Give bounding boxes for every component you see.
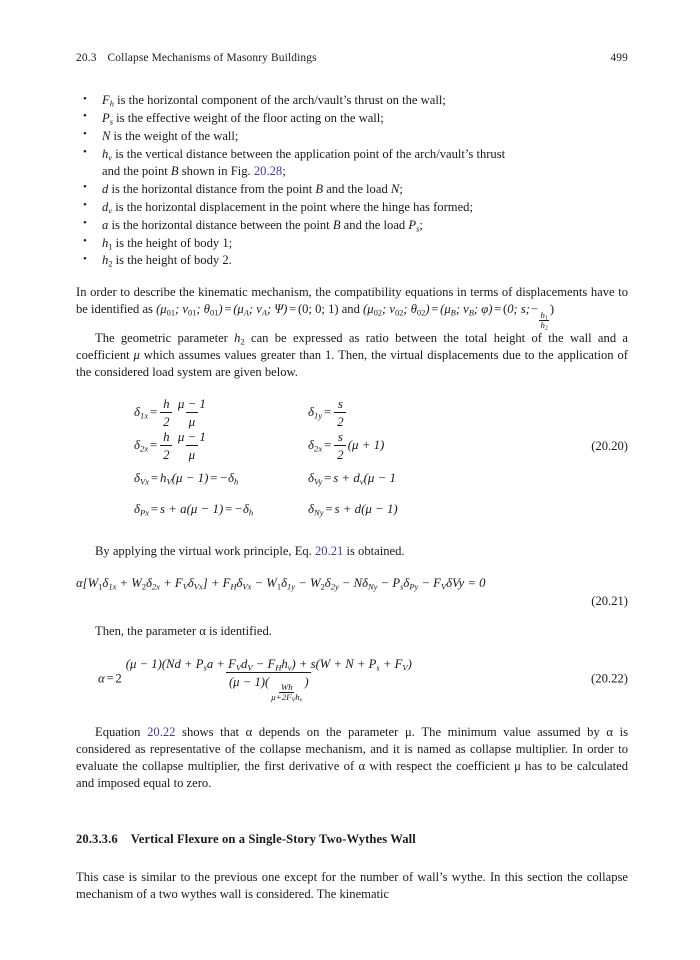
equation-20-20-row3-left (76, 471, 308, 486)
list-item-text-mid: and the load (340, 217, 409, 232)
eq-22-coefficient: 2 (115, 671, 122, 686)
nomenclature-list (76, 92, 628, 269)
paragraph-kinematic-text1: In order to describe the kinematic mechanism, the compatibility equations in terms of displacements have to be identified as (76, 285, 628, 317)
virtual-work-text-post: is obtained. (343, 543, 405, 558)
symbol-h2: $h_2$ (234, 330, 245, 346)
paragraph-kinematic (76, 284, 628, 332)
eq-22-numerator: $(\mu - 1)(Nd + P_sa + F_Vd_V - F_Hh_v) + s(W + N + P_s + F_V)$ (125, 656, 412, 673)
compatibility-equation-b: ($\mu_{02}$; $v_{02}$; $\theta_{02}) = (\mu_B$; $v_B$; φ) = (0; s;− $\frac{h_1}{h_2}$ ) (363, 302, 555, 332)
delta-2x-expression-right: $\delta_{2x}$ = $\frac{s}{2}$ (μ + 1) (308, 429, 385, 462)
section-heading-title: Vertical Flexure on a Single-Story Two-Wythes Wall (130, 832, 416, 847)
eq-22-lhs: α (98, 671, 105, 686)
equation-row-1 (76, 397, 628, 430)
paragraph-geometric-text2: can be expressed as ratio between the total height of the wall and a coefficient (76, 330, 628, 362)
final-text: This case is similar to the previous one except for the number of wall’s wythe. In this section the collapse mechanism of a two wythes wall is considered. The kinematic (76, 870, 628, 902)
paragraph-geometric-text3: which assumes values greater than 1. Then, the virtual displacements due to the application of the considered load system are given below. (76, 347, 628, 379)
paragraph-conclusion (76, 724, 628, 792)
eq-22-fraction (123, 657, 415, 702)
symbol-B: B (332, 217, 341, 232)
equation-20-20-row4-right (308, 502, 546, 517)
equation-row-4 (76, 494, 628, 525)
symbol-hv: $h_v$ (102, 146, 113, 163)
list-item (76, 199, 628, 216)
symbol-B: B (170, 163, 179, 178)
paragraph-final (76, 869, 628, 903)
list-item (76, 252, 628, 269)
equation-reference-link-20-22[interactable]: 20.22 (147, 724, 176, 739)
paragraph-geometric-text1: The geometric parameter (95, 330, 235, 345)
list-item (76, 217, 628, 234)
symbol-d: d (102, 181, 109, 196)
header-section-title: Collapse Mechanisms of Masonry Buildings (107, 52, 317, 64)
list-item-text-post: ; (399, 181, 403, 196)
symbol-P-base: P (408, 217, 417, 232)
equation-row-3 (76, 463, 628, 494)
symbol-dv: $d_v$ (102, 199, 113, 215)
list-item-text: is the height of body 2. (112, 253, 232, 268)
delta-1y-expression: $\delta_{1y}$ = $\frac{s}{2}$ (308, 405, 348, 419)
equation-20-20-row1-left (76, 397, 308, 430)
equation-20-20-row4-left (76, 502, 308, 517)
list-item-continuation (102, 163, 628, 180)
running-header (76, 52, 628, 64)
delta-Vx-expression: $\delta_{Vx} = h_V(\mu - 1) = -\delta_h$ (134, 470, 239, 487)
symbol-mu: μ (133, 347, 140, 362)
list-item (76, 110, 628, 127)
section-heading-number: 20.3.3.6 (76, 832, 118, 847)
equation-20-21 (76, 576, 628, 609)
equation-20-20-row3-right (308, 471, 546, 486)
list-item-text-pre: is the horizontal distance from the point (108, 181, 316, 196)
equation-block-20-20 (76, 397, 628, 525)
symbol-B: B (315, 181, 324, 196)
symbol-Ps: $P_s$ (102, 110, 113, 127)
list-item (76, 235, 628, 252)
conclusion-text-pre: Equation (95, 724, 148, 739)
list-item (76, 181, 628, 198)
list-item-text: is the effective weight of the floor acting on the wall; (113, 110, 384, 125)
equation-20-21-expression: $\alpha[W_1\delta_{1x} + W_2\delta_{2x} + F_V\delta_{Vx}] + F_H\delta_{Vx} - W_1\delta_{1y} - W_2\delta_{2y} - N\delta_{Ny} - P_s\delta_{Py} - F_V\delta Vy = 0$ (76, 575, 486, 592)
list-item-text: is the vertical distance between the application point of the arch/vault’s thrust (112, 146, 506, 161)
page-number: 499 (610, 52, 628, 64)
list-item-text-mid: and the load (323, 181, 391, 196)
symbol-Ps (408, 218, 419, 232)
symbol-N: N (390, 181, 400, 196)
compatibility-equation-a: ($\mu_{01}$; $v_{01}$; $\theta_{01}) = (\mu_A$; $v_A$; Ψ) = (0; 0; 1) (156, 302, 339, 318)
equation-20-20-row2-right (308, 430, 546, 463)
alpha-identified-text: Then, the parameter α is identified. (95, 623, 272, 638)
list-item (76, 146, 628, 180)
symbol-N: N (102, 128, 111, 143)
delta-Px-expression: $\delta_{Px} = s + a(\mu - 1) = -\delta_h$ (134, 501, 254, 518)
equation-20-20-row2-left (76, 430, 308, 463)
conclusion-text-post: shows that α depends on the parameter μ. The minimum value assumed by α is considered as representative of the collapse mechanism, and it is named as collapse multiplier. In order to evaluate the collapse multiplier, the first derivative of α with respect the coefficient μ has to be calculated and imposed equal to zero. (76, 724, 628, 791)
list-item (76, 128, 628, 145)
equation-row-2 (76, 430, 628, 463)
symbol-h2: $h_2$ (102, 253, 113, 269)
list-item-text-pre: is the horizontal distance between the point (108, 217, 333, 232)
list-item (76, 92, 628, 109)
equation-tag-20-20: (20.20) (591, 438, 628, 453)
paragraph-alpha-identified (76, 623, 628, 640)
symbol-P-subscript: s (416, 222, 420, 233)
equation-20-22-expression: α = 2 $(\mu - 1)(Nd + P_sa + F_Vd_V - F_Hh_v) + s(W + N + P_s + F_V)$ (μ − 1)( $\frac{Wh}{\mu+2F_Vh_v}$ ) (98, 657, 416, 702)
paragraph-virtual-work (76, 543, 628, 560)
equation-tag-20-22: (20.22) (591, 671, 628, 686)
equation-reference-link-20-21[interactable]: 20.21 (315, 543, 344, 558)
symbol-a: a (102, 217, 109, 232)
section-heading (76, 832, 628, 847)
virtual-work-text-pre: By applying the virtual work principle, Eq. (95, 543, 315, 558)
figure-reference-link[interactable]: 20.28 (253, 163, 283, 178)
delta-1x-expression: $\delta_{1x}$ = $\frac{h}{2}$ $\frac{\mu - 1}{\mu}$ (134, 396, 206, 429)
list-item-text: is the height of body 1; (112, 235, 233, 250)
cont-mid: shown in Fig. (178, 163, 254, 178)
delta-2x-expression-left: $\delta_{2x}$ = $\frac{h}{2}$ $\frac{\mu - 1}{\mu}$ (134, 429, 206, 462)
paragraph-geometric (76, 330, 628, 381)
cont-post: ; (282, 163, 286, 178)
list-item-text-post: ; (419, 217, 423, 232)
list-item-text: is the weight of the wall; (110, 128, 239, 143)
header-section-number: 20.3 (76, 52, 97, 64)
paragraph-kinematic-text2: and (338, 302, 364, 317)
list-item-text: is the horizontal displacement in the point where the hinge has formed; (112, 199, 473, 214)
list-item-text: is the horizontal component of the arch/vault’s thrust on the wall; (113, 93, 446, 107)
eq-22-denominator: (μ − 1)( $\frac{Wh}{\mu+2F_Vh_v}$ ) (226, 672, 311, 702)
cont-pre: and the point (102, 163, 171, 178)
delta-Ny-expression: $\delta_{Ny} = s + d(\mu - 1)$ (308, 501, 398, 518)
equation-20-20-row1-right (308, 397, 546, 430)
equation-tag-20-21: (20.21) (591, 593, 628, 608)
equation-20-22 (76, 657, 628, 702)
symbol-h1: $h_1$ (102, 235, 113, 251)
delta-Vy-expression: $\delta_{Vy} = s + d_v(\mu - 1$ (308, 470, 396, 487)
symbol-Fh: $F_h$ (102, 93, 114, 109)
